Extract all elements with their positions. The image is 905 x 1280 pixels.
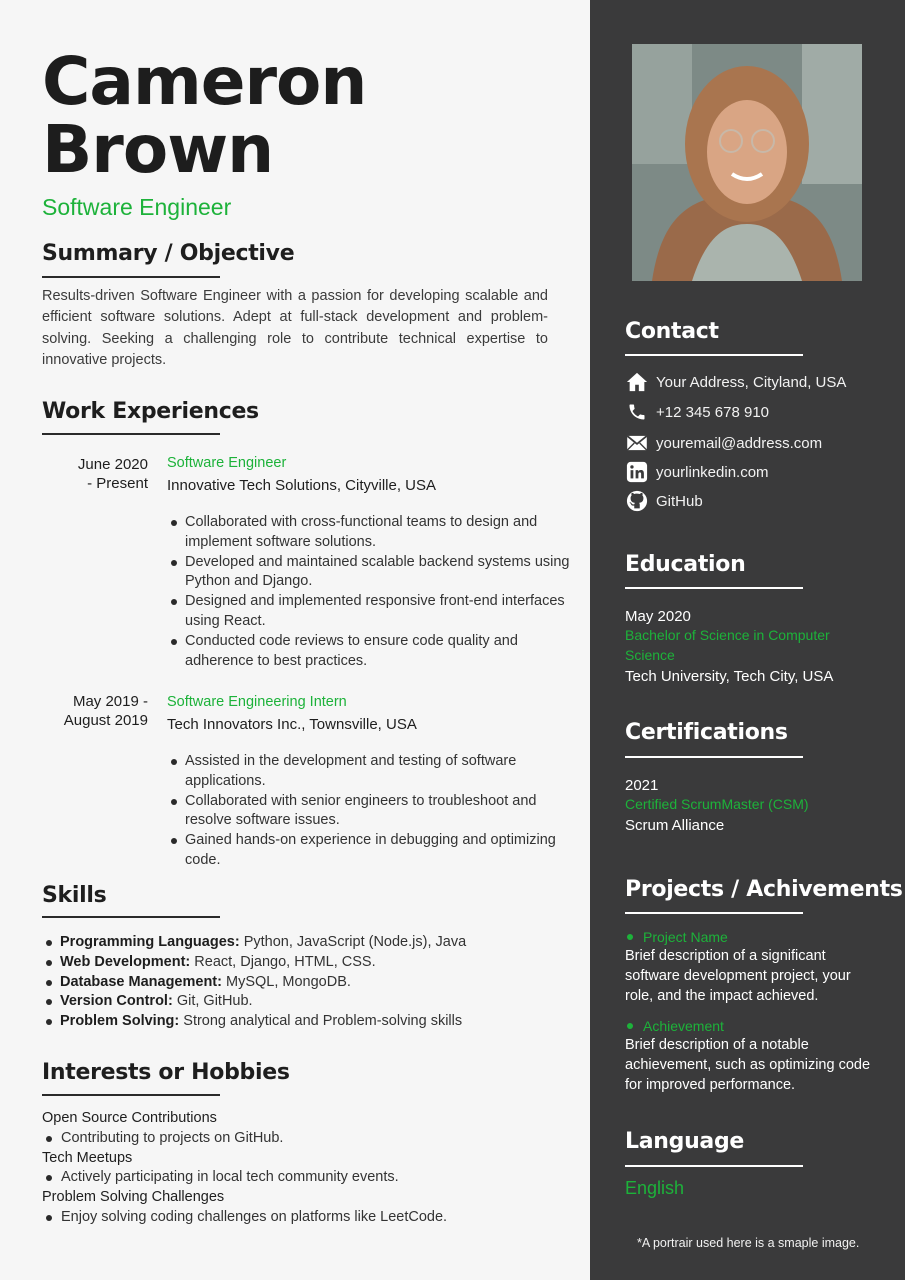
- home-icon: [625, 370, 649, 394]
- phone-icon: [625, 400, 649, 424]
- list-item: Designed and implemented responsive front-end interfaces using React.: [185, 592, 570, 632]
- skill-value: Strong analytical and Problem-solving skills: [179, 1013, 463, 1030]
- projects-divider: [625, 912, 803, 914]
- email-text[interactable]: youremail@address.com: [656, 434, 823, 452]
- list-item: Developed and maintained scalable backend systems using Python and Django.: [185, 553, 570, 593]
- skills-heading: Skills: [42, 883, 107, 908]
- last-name: Brown: [42, 111, 274, 188]
- skill-label: Programming Languages:: [60, 934, 240, 950]
- candidate-name: [42, 43, 367, 188]
- list-item: [60, 933, 466, 953]
- job-date-end: - Present: [87, 475, 148, 492]
- project-description: Brief description of a significant software development project, your role, and the impact achieved.: [625, 948, 851, 1004]
- photo-footnote: *A portrair used here is a smaple image.: [637, 1236, 860, 1250]
- skill-value: Python, JavaScript (Node.js), Java: [239, 934, 467, 950]
- contact-github: [625, 489, 703, 513]
- language-divider: [625, 1165, 803, 1167]
- list-item: Gained hands-on experience in debugging and optimizing code.: [185, 831, 570, 871]
- work-divider: [42, 433, 220, 435]
- contact-email: [625, 431, 822, 455]
- mail-icon: [625, 431, 649, 455]
- list-item: Assisted in the development and testing of software applications.: [185, 752, 570, 792]
- list-item: [60, 953, 466, 973]
- job-company: Tech Innovators Inc., Townsville, USA: [167, 716, 417, 733]
- hobby-title: Open Source Contributions: [42, 1110, 217, 1126]
- education-school: Tech University, Tech City, USA: [625, 668, 834, 685]
- github-text[interactable]: GitHub: [656, 492, 703, 510]
- linkedin-text[interactable]: yourlinkedin.com: [656, 463, 769, 481]
- hobbies-divider: [42, 1094, 220, 1096]
- linkedin-icon: [625, 460, 649, 484]
- list-item: [60, 1012, 466, 1032]
- language-heading: Language: [625, 1129, 745, 1154]
- job-date-end: August 2019: [63, 712, 148, 729]
- skill-label: Web Development:: [60, 953, 191, 970]
- profile-photo: [632, 44, 862, 281]
- education-heading: Education: [625, 552, 746, 577]
- job-company: Innovative Tech Solutions, Cityville, USA: [167, 477, 437, 494]
- skill-label: Version Control:: [60, 993, 173, 1010]
- job-date-start: June 2020: [77, 456, 148, 473]
- work-heading: Work Experiences: [42, 399, 259, 424]
- job-date: [0, 455, 148, 493]
- summary-heading: Summary / Objective: [42, 241, 295, 266]
- certification-year: 2021: [625, 777, 659, 794]
- education-divider: [625, 587, 803, 589]
- hobby-title: Problem Solving Challenges: [42, 1189, 225, 1206]
- job-bullets: [185, 752, 570, 871]
- skill-label: Problem Solving:: [60, 1013, 180, 1030]
- certification-name: Certified ScrumMaster (CSM): [625, 796, 809, 812]
- skill-value: Git, GitHub.: [172, 993, 253, 1010]
- first-name: Cameron: [42, 43, 367, 120]
- education-date: May 2020: [625, 608, 691, 625]
- achievement-label: Achievement: [627, 1018, 724, 1034]
- contact-divider: [625, 354, 803, 356]
- phone-text: +12 345 678 910: [656, 403, 770, 421]
- address-text: Your Address, Cityland, USA: [656, 373, 847, 391]
- language-value: English: [625, 1178, 685, 1198]
- education-degree: Bachelor of Science in Computer Science: [625, 627, 830, 663]
- hobby-detail: Enjoy solving coding challenges on platforms like LeetCode.: [42, 1208, 447, 1228]
- certification-issuer: Scrum Alliance: [625, 817, 725, 834]
- hobby-detail: Actively participating in local tech community events.: [42, 1168, 447, 1188]
- contact-address: [625, 370, 846, 394]
- skills-divider: [42, 916, 220, 918]
- list-item: [60, 973, 466, 993]
- summary-text: Results-driven Software Engineer with a passion for developing scalable and efficient software solutions. Adept at full-stack development and problem-solving. Seeking a challenging role to contribute technical expertise to innovative projects.: [42, 288, 548, 368]
- summary-divider: [42, 276, 220, 278]
- list-item: [60, 992, 466, 1012]
- certifications-divider: [625, 756, 803, 758]
- projects-heading: Projects / Achivements: [625, 877, 903, 902]
- hobbies-heading: Interests or Hobbies: [42, 1060, 290, 1085]
- hobby-detail: Contributing to projects on GitHub.: [42, 1129, 447, 1149]
- list-item: Conducted code reviews to ensure code quality and adherence to best practices.: [185, 632, 570, 672]
- job-role: Software Engineering Intern: [167, 694, 347, 710]
- github-icon: [625, 489, 649, 513]
- contact-heading: Contact: [625, 319, 719, 344]
- contact-linkedin: [625, 460, 769, 484]
- project-label: Project Name: [627, 929, 728, 945]
- portrait-illustration: [632, 44, 862, 281]
- skills-list: [60, 933, 466, 1032]
- job-date: [0, 692, 148, 730]
- job-title: Software Engineer: [42, 194, 232, 220]
- list-item: Collaborated with senior engineers to troubleshoot and resolve software issues.: [185, 792, 570, 832]
- job-role: Software Engineer: [167, 455, 287, 471]
- hobbies-list: [42, 1109, 447, 1228]
- skill-value: MySQL, MongoDB.: [221, 973, 351, 990]
- skill-value: React, Django, HTML, CSS.: [190, 953, 376, 970]
- hobby-title: Tech Meetups: [42, 1149, 133, 1166]
- achievement-description: Brief description of a notable achievement, such as optimizing code for improved performance.: [625, 1037, 871, 1093]
- certifications-heading: Certifications: [625, 720, 788, 745]
- job-bullets: [185, 513, 570, 671]
- job-date-start: May 2019 -: [72, 693, 148, 710]
- list-item: Collaborated with cross-functional teams to design and implement software solutions.: [185, 513, 570, 553]
- skill-label: Database Management:: [60, 973, 222, 990]
- contact-phone: [625, 400, 769, 424]
